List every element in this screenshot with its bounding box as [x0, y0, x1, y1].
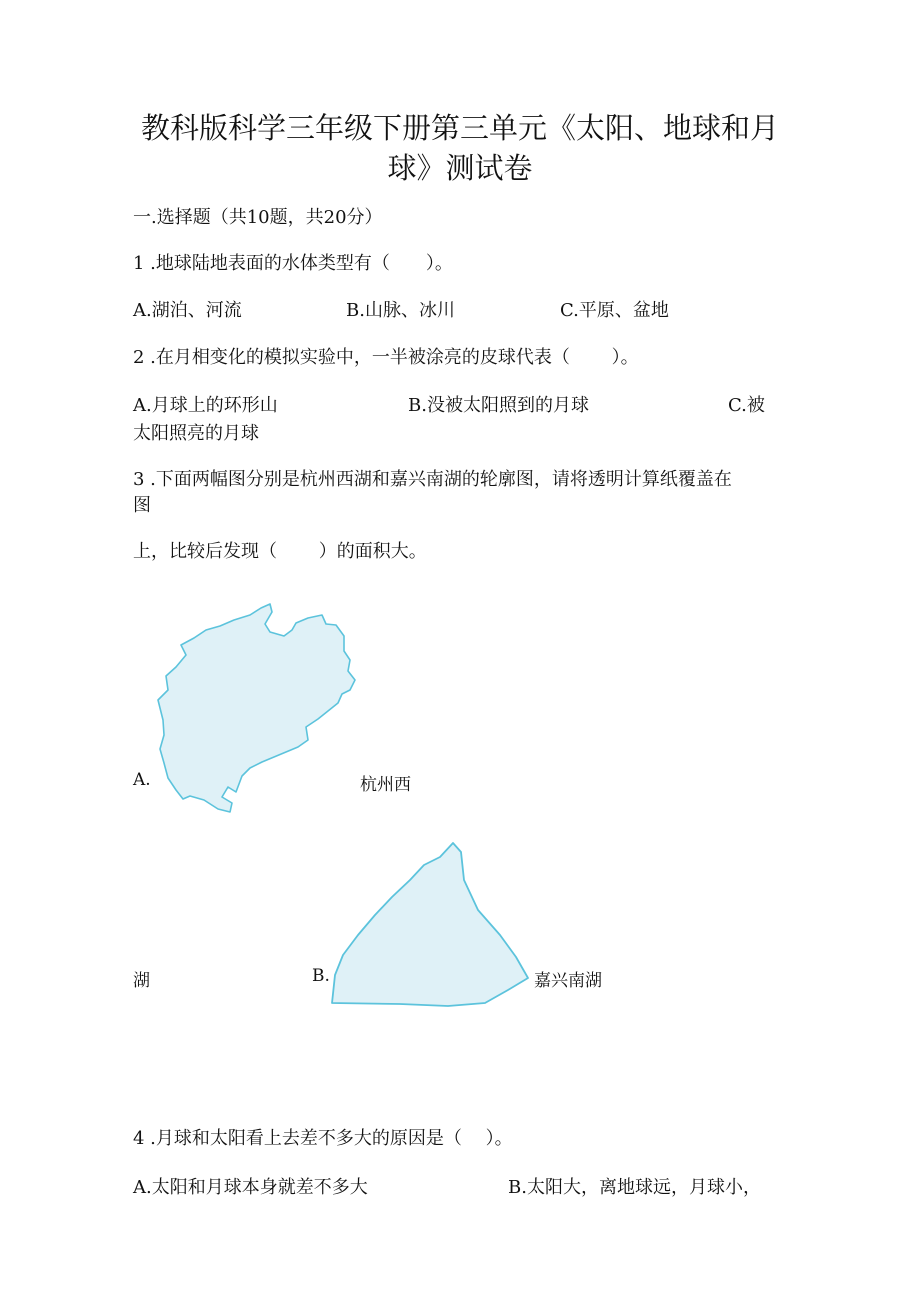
question-4-option-b: B.太阳大，离地球远，月球小， [508, 1177, 761, 1198]
lake-a-label: 杭州西 [360, 775, 411, 795]
option-b-letter: B. [312, 966, 330, 986]
question-2-option-c: C.被 [728, 395, 765, 416]
question-2-option-c-cont: 太阳照亮的月球 [133, 423, 259, 444]
question-1-option-b: B.山脉、冰川 [346, 300, 455, 321]
question-2-option-a: A.月球上的环形山 [133, 395, 278, 416]
page-title-line2: 球》测试卷 [387, 151, 533, 185]
option-a-letter: A. [133, 770, 151, 790]
section-heading: 一.选择题（共10题，共20分） [133, 207, 383, 228]
question-4-stem: 4 .月球和太阳看上去差不多大的原因是（ ）。 [133, 1128, 513, 1149]
page-title-line1: 教科版科学三年级下册第三单元《太阳、地球和月 [140, 111, 779, 145]
lake-a-label-continued: 湖 [133, 971, 150, 991]
question-1-stem: 1 .地球陆地表面的水体类型有（ ）。 [133, 253, 453, 274]
lake-b-label: 嘉兴南湖 [534, 971, 602, 991]
question-3-stem-line3: 上，比较后发现（ ）的面积大。 [133, 541, 427, 562]
question-1-option-a: A.湖泊、河流 [133, 300, 242, 321]
question-2-option-b: B.没被太阳照到的月球 [408, 395, 589, 416]
question-4-option-a: A.太阳和月球本身就差不多大 [133, 1177, 368, 1198]
question-1-option-c: C.平原、盆地 [560, 300, 669, 321]
question-3-stem-line1: 3 .下面两幅图分别是杭州西湖和嘉兴南湖的轮廓图，请将透明计算纸覆盖在 [133, 469, 732, 490]
question-3-stem-line2: 图 [133, 495, 151, 516]
question-2-stem: 2 .在月相变化的模拟实验中，一半被涂亮的皮球代表（ ）。 [133, 347, 639, 368]
